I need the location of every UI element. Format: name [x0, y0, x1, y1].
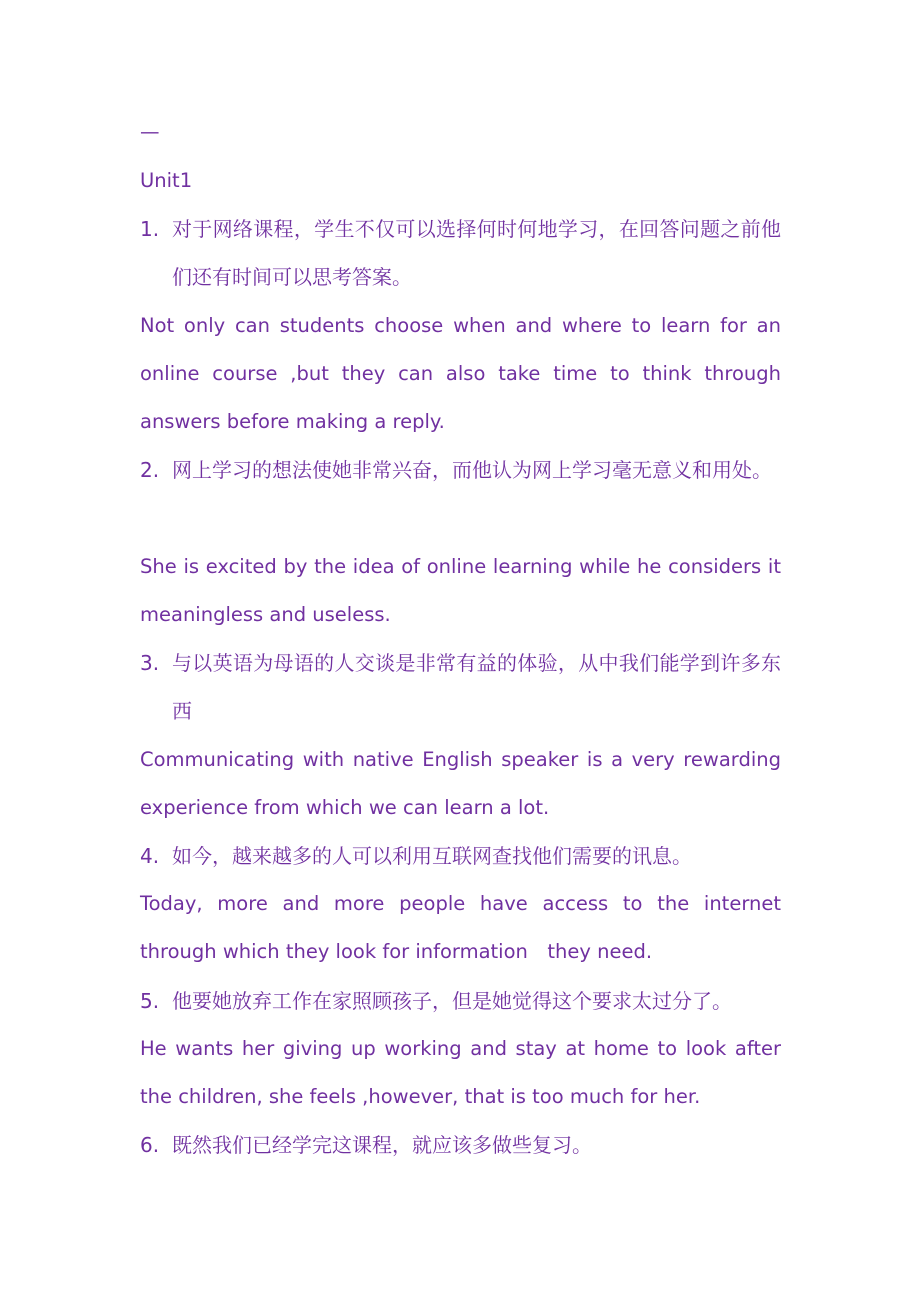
item-2-english: She is excited by the idea of online learning while he considers it meaningless and useless.	[140, 555, 781, 626]
header-dash: —	[140, 120, 160, 143]
item-3-number: 3.	[140, 651, 160, 675]
item-4-chinese	[140, 832, 781, 880]
item-4-number: 4.	[140, 844, 160, 868]
item-5-chinese	[140, 977, 781, 1025]
item-3-chinese-text: 与以英语为母语的人交谈是非常有益的体验，从中我们能学到许多东西	[172, 651, 781, 723]
item-1-chinese-text: 对于网络课程，学生不仅可以选择何时何地学习，在回答问题之前他们还有时间可以思考答案。	[172, 217, 781, 289]
unit-title: Unit1	[140, 169, 193, 192]
item-6-chinese	[140, 1121, 781, 1169]
item-3-chinese	[140, 639, 781, 735]
item-5-chinese-text: 他要她放弃工作在家照顾孩子，但是她觉得这个要求太过分了。	[172, 989, 732, 1013]
item-1-chinese	[140, 205, 781, 301]
item-2-number: 2.	[140, 458, 160, 482]
item-5-number: 5.	[140, 989, 160, 1013]
item-2-chinese-text: 网上学习的想法使她非常兴奋，而他认为网上学习毫无意义和用处。	[172, 458, 772, 482]
item-6-number: 6.	[140, 1133, 160, 1157]
item-1-number: 1.	[140, 217, 160, 241]
item-1-english: Not only can students choose when and where to learn for an online course ,but they can also take time to think through answers before making a reply.	[140, 314, 781, 433]
item-5-english: He wants her giving up working and stay at home to look after the children, she feels ,however, that is too much for her.	[140, 1037, 781, 1108]
item-2-chinese	[140, 446, 781, 494]
item-4-chinese-text: 如今，越来越多的人可以利用互联网查找他们需要的讯息。	[172, 844, 692, 868]
item-6-chinese-text: 既然我们已经学完这课程，就应该多做些复习。	[172, 1133, 592, 1157]
item-3-english: Communicating with native English speaker is a very rewarding experience from which we can learn a lot.	[140, 748, 781, 819]
item-4-english: Today, more and more people have access to the internet through which they look for information they need.	[140, 892, 781, 963]
